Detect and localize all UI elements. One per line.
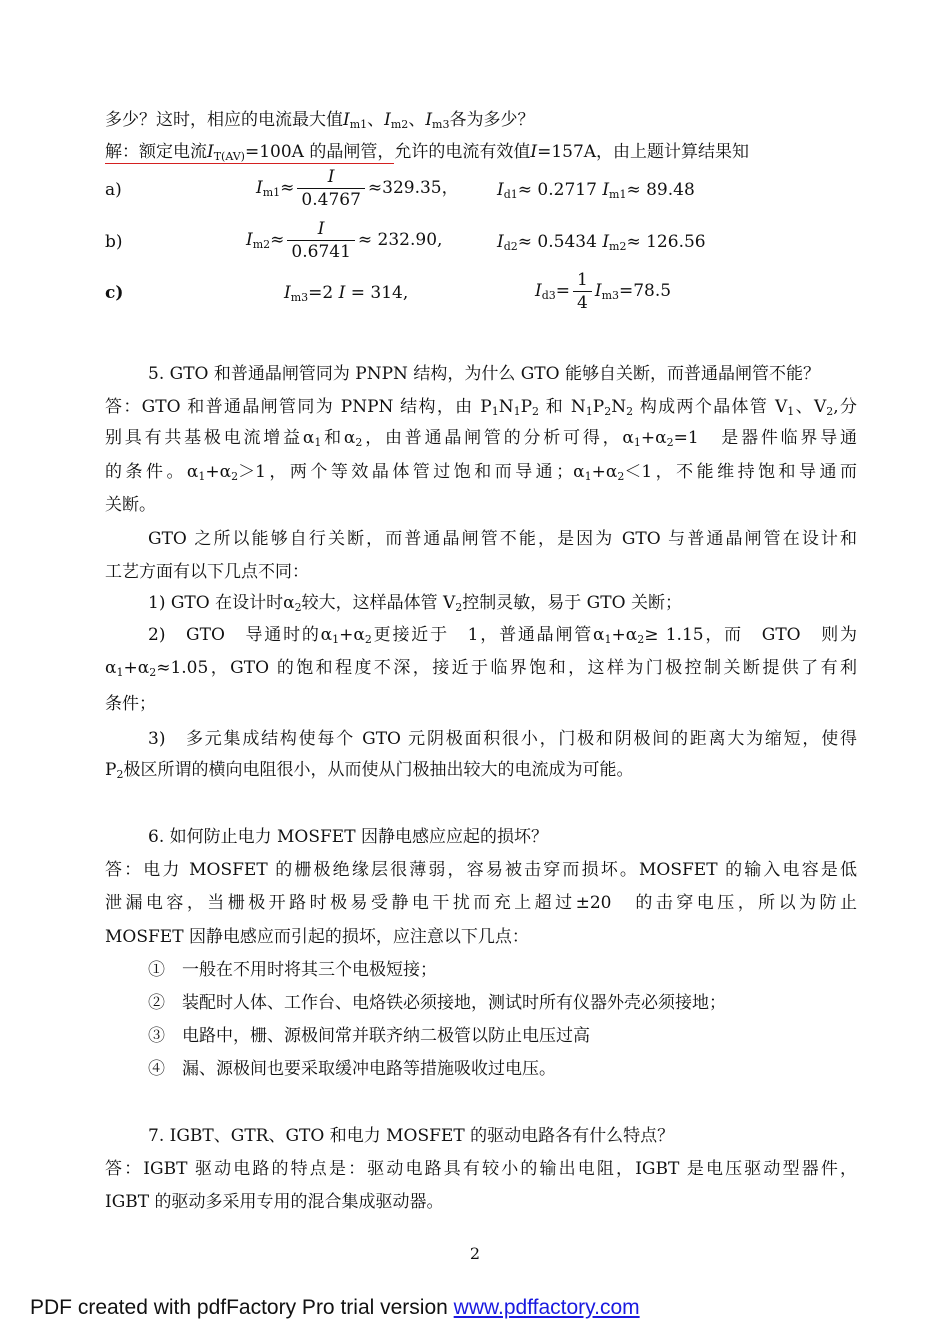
text: ≈ 0.2717 [517,180,597,200]
q7-question: 7. IGBT、GTR、GTO 和电力 MOSFET 的驱动电路各有什么特点？ [148,1126,675,1146]
text: =78.5 [619,281,672,301]
text: m3 [290,291,309,304]
text: I [425,110,433,130]
text: m1 [609,188,627,201]
formula-c-right [535,269,671,314]
q6-question: 6. 如何防止电力 MOSFET 因静电感应应起的损坏？ [148,827,548,847]
formula-label-a: a) [105,180,122,200]
text: 2 [604,405,612,418]
text: ,分 [833,397,857,417]
numerator: I [287,218,354,241]
text: I [246,230,253,250]
text: m1 [349,118,368,131]
q6-list-item: ② 装配时人体、工作台、电烙铁必须接地，测试时所有仪器外壳必须接地； [148,993,726,1013]
text: 1 [116,666,124,679]
text: 2 [617,470,625,483]
text: ≈ [270,230,285,250]
text: I [284,283,291,303]
q5-answer-line-3 [105,460,857,484]
text: N [498,397,514,417]
q5-para2-line-1: GTO 之所以能够自行关断，而普通晶闸管不能，是因为 GTO 与普通晶闸管在设计和 [148,529,857,549]
q5-answer-line-1 [105,395,857,419]
q5-answer-line-4: 关断。 [105,495,156,515]
text: m2 [390,118,409,131]
text: 的条件。α [105,462,199,482]
text: +α [640,428,667,448]
text: 2 [455,601,463,614]
formula-label-b: b) [105,232,123,252]
text: P [592,397,605,417]
text: N [611,397,627,417]
text: I [594,281,602,301]
text: +α [591,462,618,482]
text: I [535,281,542,301]
text: 各为多少？ [449,110,535,130]
text: ≈ [280,178,295,198]
prev-question-line [105,108,857,132]
text: =2 [308,283,334,303]
text: 2 [116,768,124,781]
text: ≈329.35， [367,178,459,198]
text: 1 [198,470,206,483]
text: I [207,142,214,162]
text: m3 [432,118,450,131]
red-underlined-text [105,142,394,164]
text: I [497,232,504,252]
text: =100A 的晶闸管， [244,142,395,162]
text: 1 [513,405,521,418]
text: 和α [321,428,356,448]
page-number: 2 [469,1244,481,1263]
text: P [520,397,533,417]
q6-answer-line-1: 答：电力 MOSFET 的栅极绝缘层很薄弱，容易被击穿而损坏。MOSFET 的输入电容是低 [105,860,857,880]
text: ≥ 1.15，而 GTO 则为 [644,625,858,645]
text: 、 [408,110,426,130]
text: 解：额定电流 [105,142,207,162]
text: +α [205,462,232,482]
text: +α [123,658,150,678]
denominator: 0.6741 [291,242,351,262]
fraction [573,269,592,314]
text: = [555,281,571,301]
text: d3 [541,289,556,302]
text: 2 [626,405,634,418]
text: =1 是器件临界导通 [673,428,858,448]
text: ＜1，不能维持饱和导通而 [624,462,857,482]
text: α [105,658,117,678]
fraction [297,166,364,211]
text: 构成两个晶体管 V [639,397,788,417]
text: I [256,178,263,198]
text: 2 [231,470,239,483]
q7-answer-line-2: IGBT 的驱动多采用专用的混合集成驱动器。 [105,1192,444,1212]
text: I [343,110,350,130]
denominator: 4 [577,293,588,313]
q5-question: 5. GTO 和普通晶闸管同为 PNPN 结构，为什么 GTO 能够自关断，而普通晶闸管不能？ [148,364,820,384]
text: = 314, [350,283,409,303]
text: 1 [787,405,795,418]
q5-item-3-line-1: 3) 多元集成结构使每个 GTO 元阴极面积很小，门极和阴极间的距离大为缩短，使得 [148,729,857,749]
text: I [497,180,504,200]
q6-answer-line-3: MOSFET 因静电感应而引起的损坏，应注意以下几点： [105,927,529,947]
text: m1 [262,186,281,199]
text: 1 [585,405,593,418]
text: 控制灵敏，易于 GTO 关断； [462,593,682,613]
text: +α [611,625,638,645]
text: 1 [604,633,612,646]
text: 2 [294,601,302,614]
text: m2 [609,240,627,253]
text: =157A，由上题计算结果知 [537,142,750,162]
text: 和 N [545,397,586,417]
text: 2 [364,633,372,646]
text: +α [339,625,365,645]
text: 极区所谓的横向电阻很小，从而使从门极抽出较大的电流成为可能。 [123,760,634,780]
text: ≈ 126.56 [626,232,706,252]
q5-item-2-line-1 [148,623,857,647]
q5-answer-line-2 [105,426,857,450]
q5-item-1 [148,591,857,615]
text: 更接近于 1，普通晶闸管α [371,625,605,645]
text: P [105,760,117,780]
text: 1) GTO 在设计时α [148,593,295,613]
pdf-footer [30,1296,640,1320]
text: I [384,110,391,130]
text: 允许的电流有效值 [394,142,531,162]
text: ≈ 232.90, [357,230,443,250]
text: 2) GTO 导通时的α [148,625,333,645]
q5-item-2-line-2 [105,656,857,680]
text: m2 [252,238,271,251]
text: 2 [355,436,363,449]
text: I [530,142,538,162]
text: d1 [503,188,518,201]
text: T(AV) [213,150,245,163]
text: 2 [637,633,645,646]
text: ≈ 0.5434 [517,232,597,252]
text: ≈ 89.48 [626,180,695,200]
q5-para2-line-2: 工艺方面有以下几点不同： [105,562,309,582]
denominator: 0.4767 [301,190,361,210]
text: 多少？这时，相应的电流最大值 [105,110,343,130]
text: ，由普通晶闸管的分析可得，α [362,428,634,448]
text: 2 [149,666,157,679]
q6-list-item: ③ 电路中，栅、源极间常并联齐纳二极管以防止电压过高 [148,1026,590,1046]
fraction [287,218,354,263]
formula-b-left [246,218,442,263]
q5-item-2-line-3: 条件； [105,694,156,714]
footer-text: PDF created with pdfFactory Pro trial version [30,1296,454,1319]
text: 1 [584,470,592,483]
formula-b-right [497,230,706,254]
text: 别具有共基极电流增益α [105,428,315,448]
text: I [602,232,610,252]
q6-list-item: ④ 漏、源极间也要采取缓冲电路等措施吸收过电压。 [148,1059,556,1079]
text: I [338,283,346,303]
text: 2 [666,436,674,449]
text: I [602,180,610,200]
text: 1 [332,633,340,646]
q7-answer-line-1: 答：IGBT 驱动电路的特点是：驱动电路具有较小的输出电阻，IGBT 是电压驱动型器件， [105,1159,857,1179]
text: 1 [633,436,641,449]
text: 1 [491,405,499,418]
text: d2 [503,240,518,253]
text: ＞1，两个等效晶体管过饱和而导通；α [238,462,585,482]
numerator: I [297,166,364,189]
text: 2 [826,405,834,418]
text: 1 [314,436,322,449]
formula-a-right [497,178,695,202]
q6-answer-line-2: 泄漏电容，当栅极开路时极易受静电干扰而充上超过±20 的击穿电压，所以为防止 [105,893,857,913]
formula-label-c: c) [105,283,124,303]
footer-link[interactable]: www.pdffactory.com [453,1296,640,1319]
prev-answer-line [105,140,857,164]
text: 答：GTO 和普通晶闸管同为 PNPN 结构，由 P [105,397,492,417]
text: 2 [532,405,540,418]
text: ≈1.05，GTO 的饱和程度不深，接近于临界饱和，这样为门极控制关断提供了有利 [156,658,857,678]
text: m3 [601,289,619,302]
formula-a-left [256,166,459,211]
text: 较大，这样晶体管 V [301,593,456,613]
text: 、 [367,110,385,130]
text: 、V [794,397,827,417]
q5-item-3-line-2 [105,758,857,782]
numerator: 1 [573,269,592,292]
q6-list-item: ① 一般在不用时将其三个电极短接； [148,960,437,980]
formula-c-left [284,281,408,305]
